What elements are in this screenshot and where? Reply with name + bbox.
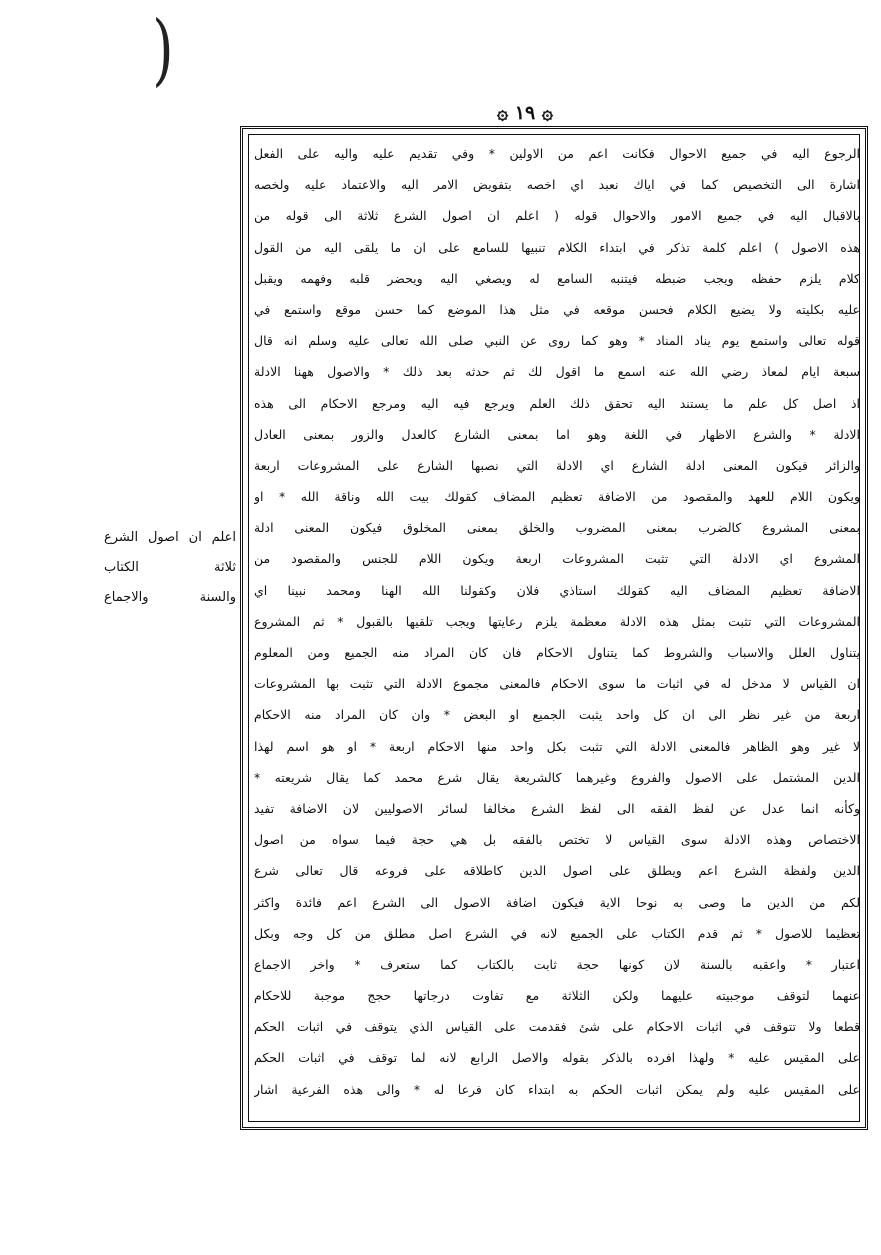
margin-note [104,523,236,613]
text-line: اربعة من غير نظر الى ان كل واحد يثبت الجميع او البعض * وان كان المراد منه الاحكام [254,707,860,723]
text-line: اذ اصل كل علم ما يستند اليه تحقق ذلك العلم ويرجع فيه اليه ومرجع الاحكام الى هذه [254,395,860,411]
text-line: الاختصاص وهذه الادلة سوى القياس لا تختص بالفقه بل هي حجة فيما سواه من اصول [254,832,860,848]
text-line: الاضافة تعظيم المضاف اليه كقولك استاذي فلان وكقولنا الله الهنا ومحمد نبينا اي [254,582,860,598]
text-line: سبعة ايام لمعاذ رضي الله عنه اسمع ما اقول لك ثم حدثه بعد ذلك * والاصول ههنا الادلة [254,364,860,380]
text-line: على المقيس عليه ولم يمكن اثبات الحكم به ابتداء كان فرعا له * والى هذه الفرعية اشار [254,1081,860,1097]
text-line: هذه الاصول ) اعلم كلمة تذكر في ابتداء الكلام تنبيها للسامع على ان ما يلقى اليه من القول [254,239,860,255]
page-corner-mark: ) [152,5,174,95]
page-number: ۞ ١٩ ۞ [497,102,553,124]
text-line: تعظيما للاصول * ثم قدم الكتاب على الجميع لانه في الشرع اصل مطلق من كل وجه وبكل [254,925,860,941]
text-line: قطعا ولا تتوقف في اثبات الاحكام على شئ فقدمت على القياس الذي يتوقف في اثبات الحكم [254,1019,860,1035]
text-line: ان القياس لا مدخل له في اثبات ما سوى الاحكام فالمعنى مجموع الادلة التي تثبت بها المشروعات [254,676,860,692]
text-line: الدين ولفظة الشرع اعم ويطلق على اصول الدين كاطلاقه على فروعه قال تعالى شرع [254,863,860,879]
text-line: المشروعات التي تثبت بمثل هذه الادلة معظمة يلزم رعايتها ويجب تلقيها بالقبول * ثم المشروع [254,613,860,629]
text-line: اشارة الى التخصيص كما في اياك نعبد اي اخصه بتفويض الامر اليه والاعتماد عليه ولخصه [254,177,860,193]
text-line: عليه بكليته ولا يضيع الكلام فحسن موقعه في مثل هذا الموضع كما حسن موقع واستمع في [254,301,860,317]
text-line: ويكون اللام للعهد والمقصود من الاضافة تعظيم المضاف كقولك بيت الله وناقة الله * او [254,489,860,505]
text-line: بمعنى المشروع كالضرب بمعنى المضروب والخلق بمعنى المخلوق فيكون المعنى ادلة [254,520,860,536]
margin-note-line: اعلم ان اصول الشرع [104,530,236,545]
text-line: يتناول العلل والاسباب والشروط كما يتناول الاحكام فان كان المراد منه الجميع ومن المعلوم [254,645,860,660]
text-line: لا غير وهو الظاهر فالمعنى الادلة التي تثبت بكل واحد منها الاحكام اربعة * او هو اسم لهذا [254,738,860,754]
text-line: والزائر فيكون المعنى ادلة الشارع اي الادلة التي نصبها الشارع على المشروعات اربعة [254,457,860,473]
text-line: كلام يلزم حفظه ويجب ضبطه فيتنبه السامع له ويصغي اليه ويحضر قلبه وفهمه ويقبل [254,270,860,286]
text-line: اعتبار * واعقبه بالسنة لان كونها حجة ثابت بالكتاب كما ستعرف * واخر الاجماع [254,956,860,972]
text-line: وكأنه انما عدل عن لفظ الفقه الى لفظ الشرع مخالفا لسائر الاصوليين لان الاضافة تفيد [254,800,860,816]
text-line: قوله تعالى واستمع يوم يناد المناد * وهو كما روى عن النبي صلى الله تعالى عليه وسلم انه قال [254,333,860,349]
text-line: الدين المشتمل على الاصول والفروع وغيرهما كالشريعة يقال شرع محمد كما يقال شريعته * [254,769,860,785]
margin-note-line: والسنة والاجماع [104,590,236,605]
margin-note-line: ثلاثة الكتاب [104,560,236,575]
text-line: عنهما لتوقف موجبيته عليهما ولكن الثلاثة مع تفاوت درجاتها حجج موجبة للاحكام [254,988,860,1004]
text-line: الادلة * والشرع الاظهار في اللغة وهو اما بمعنى الشارع كالعدل والزور بمعنى العادل [254,426,860,442]
text-line: المشروع اي الادلة التي تثبت المشروعات اربعة ويكون اللام للجنس والمقصود من [254,551,860,567]
text-line: على المقيس عليه * ولهذا افرده بالذكر بقوله والاصل الرابع لانه لما توقف في اثبات الحكم [254,1050,860,1066]
text-line: لكم من الدين ما وصى به نوحا الاية فيكون اضافة الاصول الى الشرع اعم فائدة واكثر [254,894,860,910]
text-line: بالاقبال اليه في جميع الامور والاحوال قوله ( اعلم ان اصول الشرع ثلاثة الى قوله من [254,208,860,224]
main-text-block [254,138,860,1120]
text-line: الرجوع اليه في جميع الاحوال فكانت اعم من الاولين * وفي تقديم عليه واليه على الفعل [254,146,860,161]
